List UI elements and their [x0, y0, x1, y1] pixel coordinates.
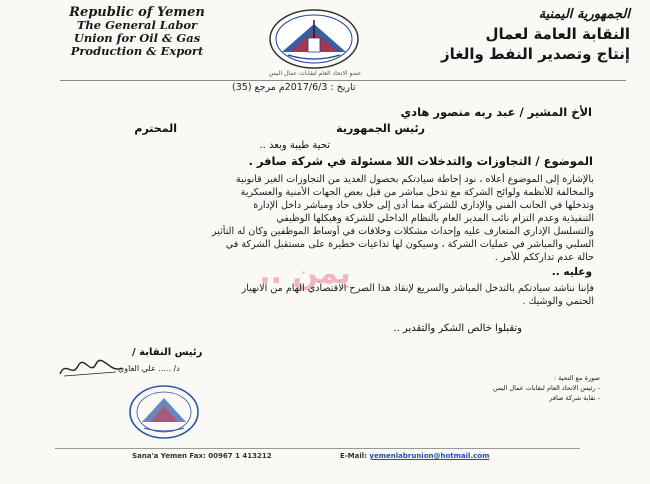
letterhead-english [62, 6, 212, 58]
footer-email-address[interactable]: yemenlabrunion@hotmail.com [369, 452, 490, 460]
body-row: بالإشارة إلى الموضوع أعلاه ، نود إحاطة سيادتكم بحصول العديد من التجاوزات الغير قانونية [235, 174, 594, 185]
cc-heading: صورة مع التحية : [553, 374, 600, 382]
recipient-title: رئيس الجمهورية [336, 122, 425, 135]
handwritten-signature-icon [56, 356, 126, 380]
reference-date: تاريخ : 2017/6/3م مرجع (35) [232, 82, 356, 93]
union-logo-icon [268, 8, 360, 70]
footer-divider [55, 448, 580, 449]
signatory-title: رئيس النقابة / [132, 347, 203, 358]
letterhead-ar-line2: النقابة العامة لعمال [485, 25, 630, 43]
letterhead-ar-line3: إنتاج وتصدير النفط والغاز [441, 45, 630, 63]
watermark: يمن .. [259, 256, 351, 291]
cc-item: - رئيس الاتحاد العام لنقابات عمال اليمن [492, 384, 600, 392]
body-row: السلبي والمباشر في عمليات الشركة ، وسيكون لها تداعيات خطيرة على مستقبل الشركة في [225, 239, 594, 250]
body-row: والمخالفة للأنظمة ولوائح الشركة مع تدخل مباشر من قبل بعض الجهات الأمنية والعسكرية [240, 187, 594, 198]
header-divider [60, 80, 626, 81]
letterhead-en-line2: The General Labor [76, 18, 198, 32]
body-row: وتدخلها في الجانب الفني والإداري للشركة مما أدى إلى خلاف حاد ومباشر داخل الإدارة [253, 200, 594, 211]
letterhead-en-line4: Production & Export [70, 44, 204, 58]
recipient-honorific: المحترم [134, 122, 177, 135]
cc-list [445, 373, 600, 403]
greeting: تحية طيبة وبعد .. [259, 140, 330, 151]
footer-email [340, 452, 489, 460]
footer-phone: Sana'a Yemen Fax: 00967 1 413212 [132, 452, 272, 460]
request-row: فإننا نناشد سيادتكم بالتدخل المباشر والسريع لإنقاذ هذا الصرح الاقتصادي الهام من الانهيار [241, 283, 594, 294]
subject-line: الموضوع / التجاوزات والتدخلات اللا مسئولة في شركة صافر . [248, 154, 593, 168]
letterhead-ar-line1: الجمهورية اليمنية [538, 7, 630, 22]
body-row: حالة عدم تدارككم للأمر . [494, 252, 594, 263]
request-row: الحتمي والوشيك . [522, 296, 594, 307]
closing-line: وتقبلوا خالص الشكر والتقدير .. [393, 323, 522, 334]
cc-item: - نقابة شركة صافر [549, 394, 600, 402]
letterhead-en-line1: Republic of Yemen [69, 5, 205, 20]
letterhead-arabic [420, 6, 630, 64]
recipient-name: الأخ المشير / عبد ربه منصور هادي [400, 105, 592, 119]
body-row: التنفيذية وعدم التزام نائب المدير العام بالنظام الداخلي للشركة وهيكلها الوظيفي [276, 213, 594, 224]
letterhead-en-line3: Union for Oil & Gas [73, 31, 201, 45]
body-paragraph [66, 173, 594, 264]
signatory-name: د/ ..... علي الغاوي [118, 364, 180, 373]
body-row: والتسلسل الإداري المتعارف عليه وإحداث مشكلات وخلافات في أوساط الموظفين وكان له التأثير [211, 226, 594, 237]
footer-email-label: E-Mail: [340, 452, 367, 460]
logo-caption: عضو الاتحاد العام لنقابات عمال اليمن [268, 70, 362, 77]
therefore-label: وعليه .. [551, 266, 592, 278]
official-stamp-icon [128, 384, 200, 440]
request-paragraph [66, 282, 594, 308]
